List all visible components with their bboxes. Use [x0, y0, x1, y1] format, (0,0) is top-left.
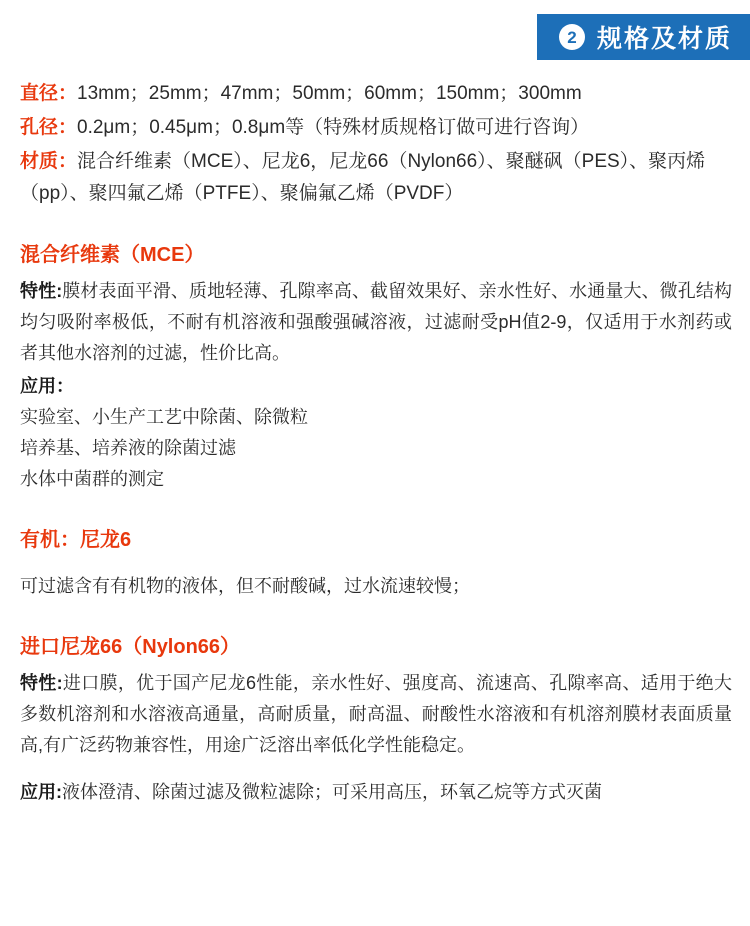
section-feature-mce [20, 276, 732, 369]
section-title-nylon66: 进口尼龙66（Nylon66） [20, 636, 241, 658]
section-header-banner [537, 14, 750, 60]
spec-line-diameter [20, 78, 732, 110]
application-line-mce-3: 水体中菌群的测定 [20, 469, 164, 489]
application-line-nylon66-1: 液体澄清、除菌过滤及微粒滤除；可采用高压，环氧乙烷等方式灭菌 [62, 782, 602, 802]
feature-text-mce: 膜材表面平滑、质地轻薄、孔隙率高、截留效果好、亲水性好、水通量大、微孔结构均匀吸附率极低，不耐有机溶液和强酸强碱溶液，过滤耐受pH值2-9，仅适用于水剂药或者其他水溶剂的过滤，性价比高。 [20, 281, 732, 363]
application-label-nylon66: 应用: [20, 782, 62, 802]
document-content [20, 78, 732, 808]
spec-value-pore-size: 0.2μm；0.45μm；0.8μm等（特殊材质规格订做可进行咨询） [77, 117, 590, 138]
spec-label-diameter: 直径： [20, 83, 78, 104]
section-title-nylon6: 有机：尼龙6 [20, 529, 132, 551]
section-header-title: 规格及材质 [596, 25, 732, 53]
spec-label-pore-size: 孔径： [20, 117, 78, 138]
spec-line-material [20, 146, 732, 210]
application-line-mce-1: 实验室、小生产工艺中除菌、除微粒 [20, 407, 308, 427]
feature-label-nylon66: 特性: [20, 673, 63, 693]
section-nylon6 [20, 525, 732, 602]
spec-label-material: 材质： [20, 151, 78, 172]
feature-text-nylon66: 进口膜，优于国产尼龙6性能，亲水性好、强度高、流速高、孔隙率高、适用于绝大多数机溶剂和水溶液高通量，高耐质量，耐高温、耐酸性水溶液和有机溶剂膜材表面质量高,有广泛药物兼容性，用途广泛溶出率低化学性能稳定。 [20, 673, 732, 755]
section-application-nylon66 [20, 777, 732, 808]
spec-value-diameter: 13mm；25mm；47mm；50mm；60mm；150mm；300mm [77, 83, 582, 104]
section-feature-nylon6 [20, 571, 732, 602]
section-mce [20, 240, 732, 495]
feature-label-mce: 特性: [20, 281, 63, 301]
feature-text-nylon6: 可过滤含有有机物的液体，但不耐酸碱，过水流速较慢； [20, 576, 470, 596]
application-line-mce-2: 培养基、培养液的除菌过滤 [20, 438, 236, 458]
section-title-mce: 混合纤维素（MCE） [20, 244, 205, 266]
spec-value-material: 混合纤维素（MCE）、尼龙6，尼龙66（Nylon66）、聚醚砜（PES）、聚丙烯（pp）、聚四氟乙烯（PTFE）、聚偏氟乙烯（PVDF） [20, 151, 706, 204]
section-number-badge: 2 [559, 24, 585, 50]
section-nylon66 [20, 632, 732, 808]
section-feature-nylon66 [20, 668, 732, 761]
application-label-mce: 应用： [20, 376, 74, 396]
spec-line-pore-size [20, 112, 732, 144]
